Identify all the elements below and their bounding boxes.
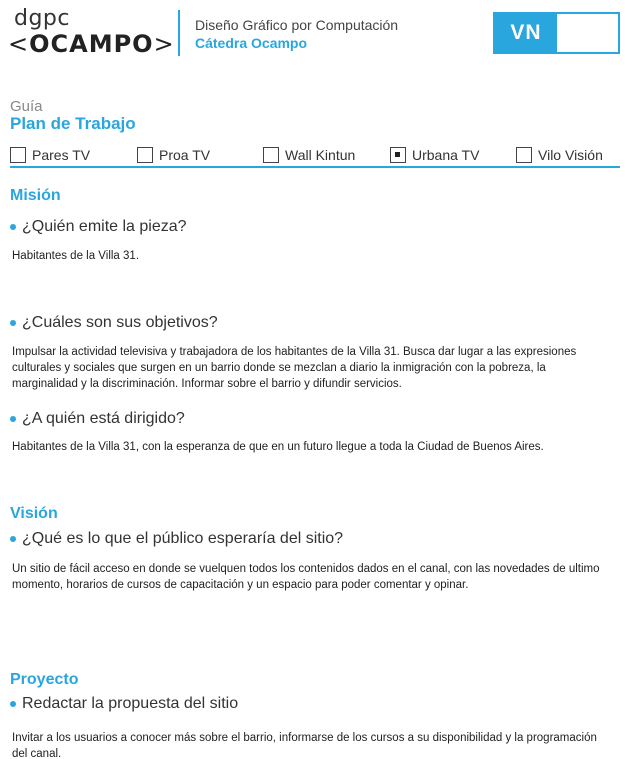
vn-label: VN — [495, 14, 557, 52]
option-vilo-vision[interactable] — [516, 145, 603, 165]
proyecto-title: Proyecto — [10, 671, 79, 688]
question-text: ¿Quién emite la pieza? — [22, 218, 187, 235]
question-text: ¿Qué es lo que el público esperaría del sitio? — [22, 530, 344, 547]
mision-question-3 — [10, 410, 185, 428]
logo-ocampo — [8, 30, 175, 58]
vn-blank-field — [557, 14, 618, 52]
vision-title: Visión — [10, 505, 58, 522]
question-text: Redactar la propuesta del sitio — [22, 695, 239, 712]
bullet-icon — [10, 536, 16, 542]
proyecto-answer-1: Invitar a los usuarios a conocer más sobre el barrio, informarse de los cursos a su disponibilidad y la programación del canal. — [12, 732, 597, 759]
logo-dgpc: dgpc — [14, 6, 70, 31]
vision-answer-1: Un sitio de fácil acceso en donde se vuelquen todos los contenidos dados en el canal, con las novedades de ultimo momento, horarios de cursos de capacitación y un espacio para poder comentar y opinar. — [12, 563, 600, 591]
logo-lt: < — [8, 30, 30, 58]
bullet-icon — [10, 224, 16, 230]
mision-question-2 — [10, 314, 218, 332]
bullet-icon — [10, 416, 16, 422]
channel-options — [10, 144, 620, 168]
option-label: Wall Kintun — [285, 147, 356, 163]
option-proa-tv[interactable] — [137, 145, 210, 165]
checkbox-icon[interactable] — [137, 147, 153, 163]
bullet-icon — [10, 320, 16, 326]
option-urbana-tv[interactable] — [390, 145, 479, 165]
question-text: ¿Cuáles son sus objetivos? — [22, 314, 218, 331]
option-pares-tv[interactable] — [10, 145, 90, 165]
checkbox-icon[interactable] — [263, 147, 279, 163]
checkbox-icon[interactable] — [516, 147, 532, 163]
option-label: Pares TV — [32, 147, 91, 163]
logo-gt: > — [153, 30, 175, 58]
catedra-title: Cátedra Ocampo — [195, 35, 308, 51]
vn-badge — [493, 12, 620, 54]
mision-title: Misión — [10, 187, 61, 204]
checkbox-icon[interactable] — [10, 147, 26, 163]
mision-answer-2: Impulsar la actividad televisiva y trabajadora de los habitantes de la Villa 31. Busca dar lugar a las expresiones culturales y sociales que surgen en un barrio donde se mezclan a diario la inmigración con la pobreza, la marginalidad y la discriminación. Informar sobre el barrio y difundir servicios. — [12, 346, 577, 390]
header-divider — [178, 10, 180, 56]
guide-label: Guía — [10, 98, 43, 115]
course-title: Diseño Gráfico por Computación — [195, 17, 399, 33]
logo-word: OCAMPO — [29, 30, 154, 58]
option-label: Vilo Visión — [538, 147, 603, 163]
page-header — [0, 0, 625, 70]
checkbox-checked-icon[interactable] — [390, 147, 406, 163]
option-label: Urbana TV — [412, 147, 480, 163]
mision-answer-1: Habitantes de la Villa 31. — [12, 250, 140, 262]
option-wall-kintun[interactable] — [263, 145, 355, 165]
mision-answer-3: Habitantes de la Villa 31, con la esperanza de que en un futuro llegue a toda la Ciudad de Buenos Aires. — [12, 441, 544, 453]
proyecto-question-1 — [10, 695, 238, 713]
bullet-icon — [10, 701, 16, 707]
vision-question-1 — [10, 530, 343, 548]
question-text: ¿A quién está dirigido? — [22, 410, 185, 427]
mision-question-1 — [10, 218, 187, 236]
guide-title: Plan de Trabajo — [10, 114, 136, 133]
option-label: Proa TV — [159, 147, 211, 163]
